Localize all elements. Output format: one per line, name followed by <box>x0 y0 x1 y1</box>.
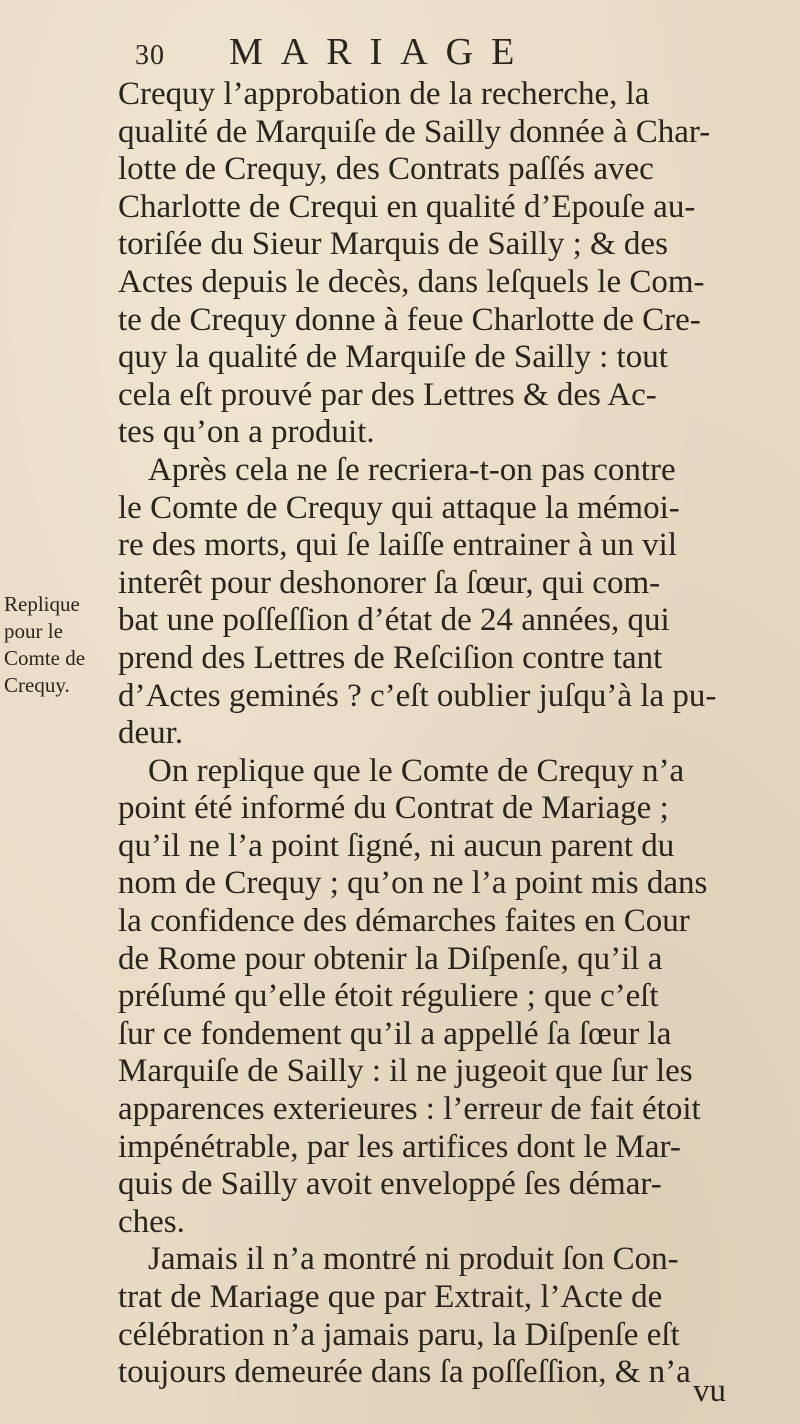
text-line: interêt pour deshonorer ſa ſœur, qui com- <box>118 564 661 601</box>
margin-note-line: Replique <box>4 592 80 616</box>
text-line: la confidence des démarches faites en Cour <box>118 903 690 940</box>
text-line: quis de Sailly avoit enveloppé ſes démar- <box>118 1166 662 1203</box>
text-line: qualité de Marquiſe de Sailly donnée à Char- <box>118 113 711 150</box>
text-line: lotte de Crequy, des Contrats paſſés avec <box>118 151 654 188</box>
text-line: préſumé qu’elle étoit réguliere ; que c’eſt <box>118 978 659 1015</box>
text-line: bat une poſſeſſion d’état de 24 années, qui <box>118 602 670 639</box>
text-line: Actes depuis le decès, dans leſquels le Com- <box>118 263 705 300</box>
page-number: 30 <box>135 40 165 71</box>
text-line: prend des Lettres de Reſciſion contre tant <box>118 639 663 676</box>
margin-note-line: Crequy. <box>4 673 70 697</box>
body-text <box>118 76 750 1392</box>
text-line: Après cela ne ſe recriera-t-on pas contre <box>148 451 676 488</box>
text-line: nom de Crequy ; qu’on ne l’a point mis dans <box>118 865 708 902</box>
text-line: quy la qualité de Marquiſe de Sailly : tout <box>118 339 668 376</box>
text-line: Marquiſe de Sailly : il ne jugeoit que ſur les <box>118 1053 693 1090</box>
text-line: de Rome pour obtenir la Diſpenſe, qu’il a <box>118 940 663 977</box>
text-line: ches. <box>118 1203 185 1240</box>
text-line: toujours demeurée dans ſa poſſeſſion, & n’a <box>118 1354 691 1391</box>
text-line: toriſée du Sieur Marquis de Sailly ; & des <box>118 226 668 263</box>
margin-note-line: Comte de <box>4 646 86 670</box>
text-line: Crequy l’approbation de la recherche, la <box>118 76 650 112</box>
margin-note <box>4 591 124 699</box>
text-line: ſur ce fondement qu’il a appellé ſa ſœur la <box>118 1015 672 1052</box>
text-line: deur. <box>118 715 184 752</box>
text-line: célébration n’a jamais paru, la Diſpenſe eſt <box>118 1316 680 1353</box>
text-line: d’Actes geminés ? c’eſt oublier juſqu’à la pu- <box>118 677 717 714</box>
text-line: impénétrable, par les artifices dont le Mar- <box>118 1128 681 1165</box>
text-line: point été informé du Contrat de Mariage ; <box>118 790 669 827</box>
catchword: vu <box>693 1373 726 1409</box>
text-line: Charlotte de Crequi en qualité d’Epouſe au- <box>118 188 696 225</box>
page-header <box>135 30 735 74</box>
text-line: apparences exterieures : l’erreur de fait étoit <box>118 1091 701 1128</box>
text-line: tes qu’on a produit. <box>118 414 375 451</box>
text-line: te de Crequy donne à feue Charlotte de Cre- <box>118 301 701 338</box>
text-line: cela eſt prouvé par des Lettres & des Ac- <box>118 376 657 413</box>
text-line: trat de Mariage que par Extrait, l’Acte de <box>118 1279 663 1315</box>
running-title: MARIAGE <box>229 31 533 73</box>
text-line: On replique que le Comte de Crequy n’a <box>148 752 685 789</box>
margin-note-line: pour le <box>4 619 63 643</box>
text-line: re des morts, qui ſe laiſſe entrainer à un vil <box>118 527 677 564</box>
text-line: qu’il ne l’a point ſigné, ni aucun parent du <box>118 827 675 864</box>
text-line: Jamais il n’a montré ni produit ſon Con- <box>148 1241 679 1278</box>
text-line: le Comte de Crequy qui attaque la mémoi- <box>118 489 680 526</box>
